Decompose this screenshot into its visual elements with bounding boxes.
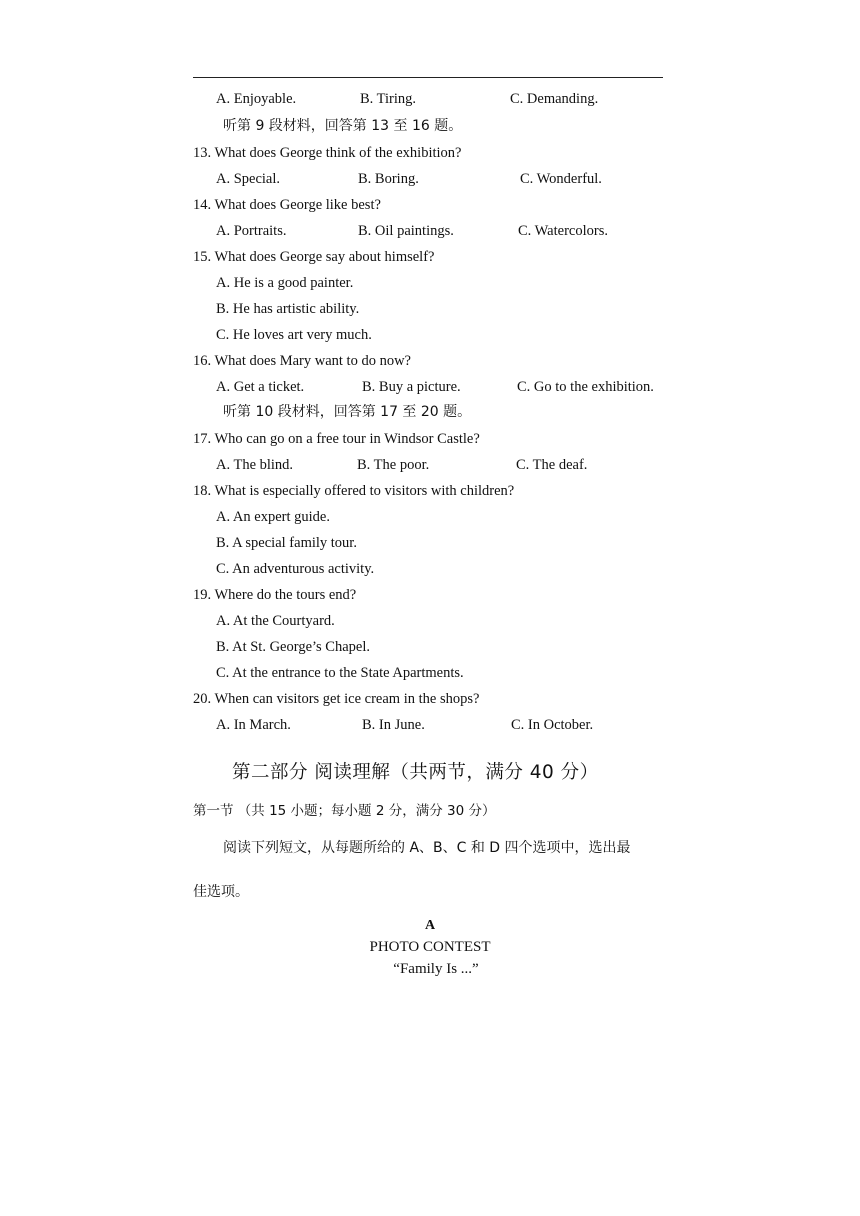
q18-question: 18. What is especially offered to visitors with children? [193, 483, 515, 499]
q20-question: 20. When can visitors get ice cream in the shops? [193, 691, 480, 707]
q12-option-a: A. Enjoyable. [216, 91, 297, 107]
header-rule [193, 77, 663, 78]
q12-option-b: B. Tiring. [360, 91, 417, 107]
q14-question: 14. What does George like best? [193, 197, 381, 213]
passage-letter: A [424, 918, 436, 933]
q16-option-b: B. Buy a picture. [362, 379, 461, 395]
section10-header: 听第 10 段材料，回答第 17 至 20 题。 [223, 404, 472, 420]
part2-title: 第二部分 阅读理解（共两节，满分 40 分） [232, 762, 599, 783]
q14-option-c: C. Watercolors. [518, 223, 608, 239]
q17-question: 17. Who can go on a free tour in Windsor Castle? [193, 431, 480, 447]
q12-option-c: C. Demanding. [510, 91, 599, 107]
q16-option-c: C. Go to the exhibition. [517, 379, 654, 395]
instruction-line2: 佳选项。 [193, 884, 249, 900]
section9-header: 听第 9 段材料，回答第 13 至 16 题。 [223, 118, 463, 134]
passage-subtitle: “Family Is ...” [393, 961, 479, 977]
q20-option-b: B. In June. [362, 717, 425, 733]
q19-question: 19. Where do the tours end? [193, 587, 357, 603]
q14-option-a: A. Portraits. [216, 223, 287, 239]
q17-option-b: B. The poor. [357, 457, 430, 473]
q17-option-a: A. The blind. [216, 457, 294, 473]
q16-option-a: A. Get a ticket. [216, 379, 305, 395]
q17-option-c: C. The deaf. [516, 457, 588, 473]
q18-option-a: A. An expert guide. [216, 509, 330, 525]
q15-option-b: B. He has artistic ability. [216, 301, 360, 317]
q20-option-c: C. In October. [511, 717, 594, 733]
part2-section1-header: 第一节 （共 15 小题；每小题 2 分，满分 30 分） [193, 803, 496, 819]
q15-option-a: A. He is a good painter. [216, 275, 354, 291]
q15-option-c: C. He loves art very much. [216, 327, 372, 343]
q19-option-a: A. At the Courtyard. [216, 613, 335, 629]
q13-option-a: A. Special. [216, 171, 281, 187]
q14-option-b: B. Oil paintings. [358, 223, 454, 239]
q18-option-b: B. A special family tour. [216, 535, 357, 551]
q13-question: 13. What does George think of the exhibition? [193, 145, 462, 161]
q18-option-c: C. An adventurous activity. [216, 561, 375, 577]
instruction-line1: 阅读下列短文，从每题所给的 A、B、C 和 D 四个选项中，选出最 [223, 840, 631, 856]
passage-title: PHOTO CONTEST [369, 939, 491, 955]
q20-option-a: A. In March. [216, 717, 291, 733]
q13-option-b: B. Boring. [358, 171, 419, 187]
q15-question: 15. What does George say about himself? [193, 249, 435, 265]
q19-option-b: B. At St. George’s Chapel. [216, 639, 370, 655]
q19-option-c: C. At the entrance to the State Apartments. [216, 665, 464, 681]
q13-option-c: C. Wonderful. [520, 171, 602, 187]
q16-question: 16. What does Mary want to do now? [193, 353, 411, 369]
